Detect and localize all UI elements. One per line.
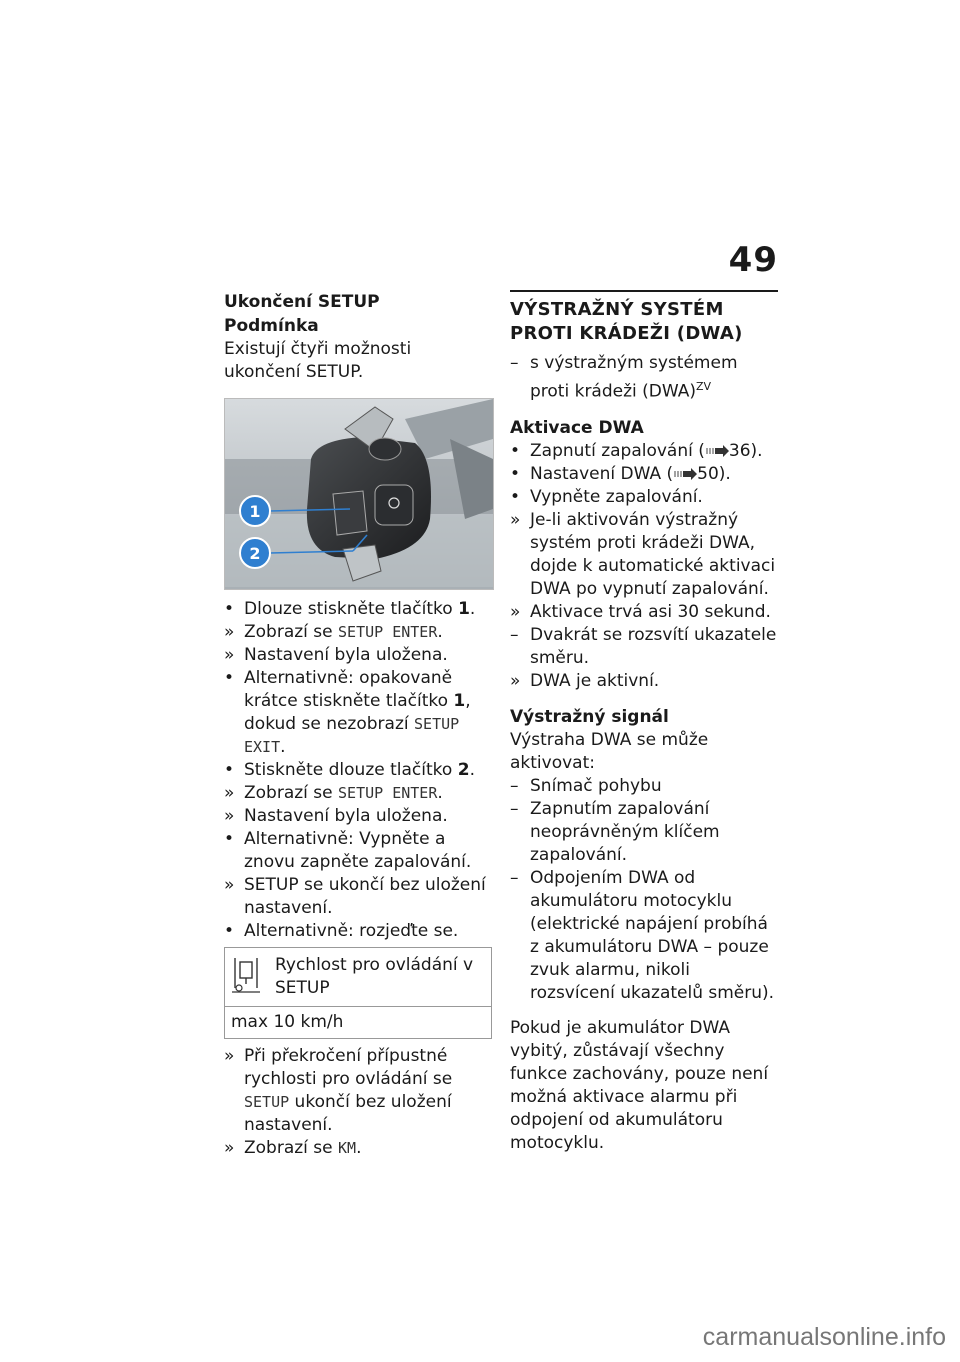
list-marker: • [510,463,521,484]
button-number: 2 [457,760,470,780]
activation-step [510,624,778,670]
exit-step [224,828,492,874]
signal-triggers-list [510,775,778,1005]
exit-step [224,920,492,943]
condition-heading: Podmínka [224,316,319,336]
list-marker: » [510,670,521,691]
list-marker: » [224,806,235,826]
activation-heading: Aktivace DWA [510,417,644,438]
exit-step [224,805,492,828]
list-marker: – [510,624,519,645]
list-item-text: Je-li aktivován výstražný systém proti krádeži DWA, dojde k automatické aktivaci DWA po vypnutí zapalování. [530,509,776,599]
list-marker: • [224,760,235,780]
list-item-text: Při překročení přípustné rychlosti pro ovládání se [244,1046,453,1089]
exit-step [224,598,492,621]
display-message: KM [338,1139,357,1157]
list-item-tail: . [437,622,443,642]
list-marker: – [510,867,519,888]
list-marker: » [224,1138,235,1158]
list-item-text: Alternativně: Vypněte a znovu zapněte zapalování. [244,829,472,872]
exit-step [224,667,492,759]
activation-step [510,601,778,624]
left-column [224,290,492,1160]
list-item-text: Vypněte zapalování. [530,486,703,507]
list-item-text: Nastavení byla uložena. [244,806,448,826]
list-item-tail: . [437,783,443,803]
list-item-text: SETUP se ukončí bez uložení nastavení. [244,875,486,918]
exit-step [224,621,492,644]
page-reference-arrow-icon [705,445,729,457]
list-marker: » [510,601,521,622]
activation-step [510,463,778,486]
intro-text: Existují čtyři možnosti ukončení SETUP. [224,339,412,382]
list-item-text: Zapnutí zapalování ( [530,440,705,461]
list-marker: – [510,775,519,796]
exit-step [224,644,492,667]
speed-info-value: max 10 km/h [231,1012,344,1032]
exit-step [224,759,492,782]
list-item-text: Zobrazí se [244,622,339,642]
speed-exit-steps-list [224,1045,492,1160]
list-item-text: Zobrazí se [244,783,339,803]
activation-step [510,486,778,509]
section-heading: Ukončení SETUP [224,292,380,312]
dwa-section-title: VÝSTRAŽNÝ SYSTÉM PROTI KRÁDEŽI (DWA) [510,290,778,346]
button-number: 1 [458,599,470,619]
speed-exit-step [224,1137,492,1160]
exit-step [224,782,492,805]
list-item-text: Zobrazí se [244,1138,339,1158]
list-item-text: DWA je aktivní. [530,670,660,691]
list-marker: » [224,1046,235,1066]
list-item-text: Nastavení DWA ( [530,463,674,484]
signal-trigger [510,798,778,867]
speed-exit-step [224,1045,492,1137]
exit-step [224,874,492,920]
battery-note: Pokud je akumulátor DWA vybitý, zůstávají všechny funkce zachovány, pouze není možná aktivace alarmu při odpojení od akumulátoru motocyklu. [510,1017,769,1153]
list-item-tail: . [469,599,476,619]
list-marker: • [224,668,235,688]
list-marker: • [224,829,235,849]
list-marker: • [510,486,521,507]
handlebar-switch-photo [224,398,494,590]
signal-trigger [510,867,778,1005]
list-item-text: Stiskněte dlouze tlačítko [244,760,458,780]
list-marker: • [224,921,235,941]
display-message: SETUP [244,1093,290,1111]
signal-trigger [510,775,778,798]
list-marker: » [224,875,235,895]
list-marker: • [510,440,521,461]
list-item-tail: , dokud se nezobrazí [244,691,471,734]
exit-steps-list [224,598,492,943]
page-reference: 36 [728,440,751,461]
speed-info-header [225,948,491,1007]
activation-step [510,509,778,601]
page-number: 49 [728,240,778,280]
activation-step [510,670,778,693]
display-message: SETUP ENTER [338,623,438,641]
list-item-tail: ). [718,463,731,484]
list-item-tail: ukončí bez uložení nastavení. [244,1092,452,1135]
equipment-item [510,352,778,404]
activation-step [510,440,778,463]
activation-steps-list [510,440,778,693]
list-marker: • [224,599,235,619]
signal-intro: Výstraha DWA se může aktivovat: [510,729,709,773]
speed-info-label: Rychlost pro ovládání v SETUP [275,955,474,998]
list-item-text: Alternativně: rozjeďte se. [244,921,459,941]
list-marker: – [510,353,519,373]
speed-limit-icon [231,954,261,994]
equipment-note [510,352,778,404]
list-marker: » [510,509,521,530]
list-item-text: Zapnutím zapalování neoprávněným klíčem zapalování. [530,798,720,865]
equipment-text: s výstražným systémem proti krádeži (DWA) [530,353,738,402]
page-reference: 50 [697,463,719,484]
list-item-text: Alternativně: opakovaně krátce stiskněte tlačítko [244,668,454,711]
callout-2-label: 2 [249,544,261,563]
list-item-tail: . [356,1138,362,1158]
optional-equipment-mark: ZV [696,380,712,393]
speed-info-box [224,947,492,1039]
list-item-text: Odpojením DWA od akumulátoru motocyklu (elektrické napájení probíhá z akumulátoru DWA – pouze zvuk alarmu, nikoli rozsvícení ukazatelů směru). [530,867,775,1003]
list-item-tail: . [469,760,475,780]
list-marker: » [224,783,235,803]
list-marker: » [224,645,235,665]
display-message: SETUP ENTER [338,784,438,802]
switch-illustration [225,399,493,589]
callout-1-label: 1 [249,502,261,521]
list-item-text: Aktivace trvá asi 30 sekund. [530,601,771,622]
list-item-tail: . [280,737,286,757]
list-item-text: Snímač pohybu [530,775,662,796]
page-reference-arrow-icon [673,468,697,480]
button-number: 1 [453,691,466,711]
list-item-text: Dlouze stiskněte tlačítko [244,599,459,619]
list-item-tail: ). [750,440,763,461]
list-marker: – [510,798,519,819]
list-marker: » [224,622,235,642]
display-message: SETUP EXIT [244,715,460,756]
signal-heading: Výstražný signál [510,706,669,727]
right-column [510,290,778,1155]
list-item-text: Dvakrát se rozsvítí ukazatele směru. [530,624,777,668]
list-item-text: Nastavení byla uložena. [244,645,448,665]
watermark: carmanualsonline.info [702,1323,946,1351]
